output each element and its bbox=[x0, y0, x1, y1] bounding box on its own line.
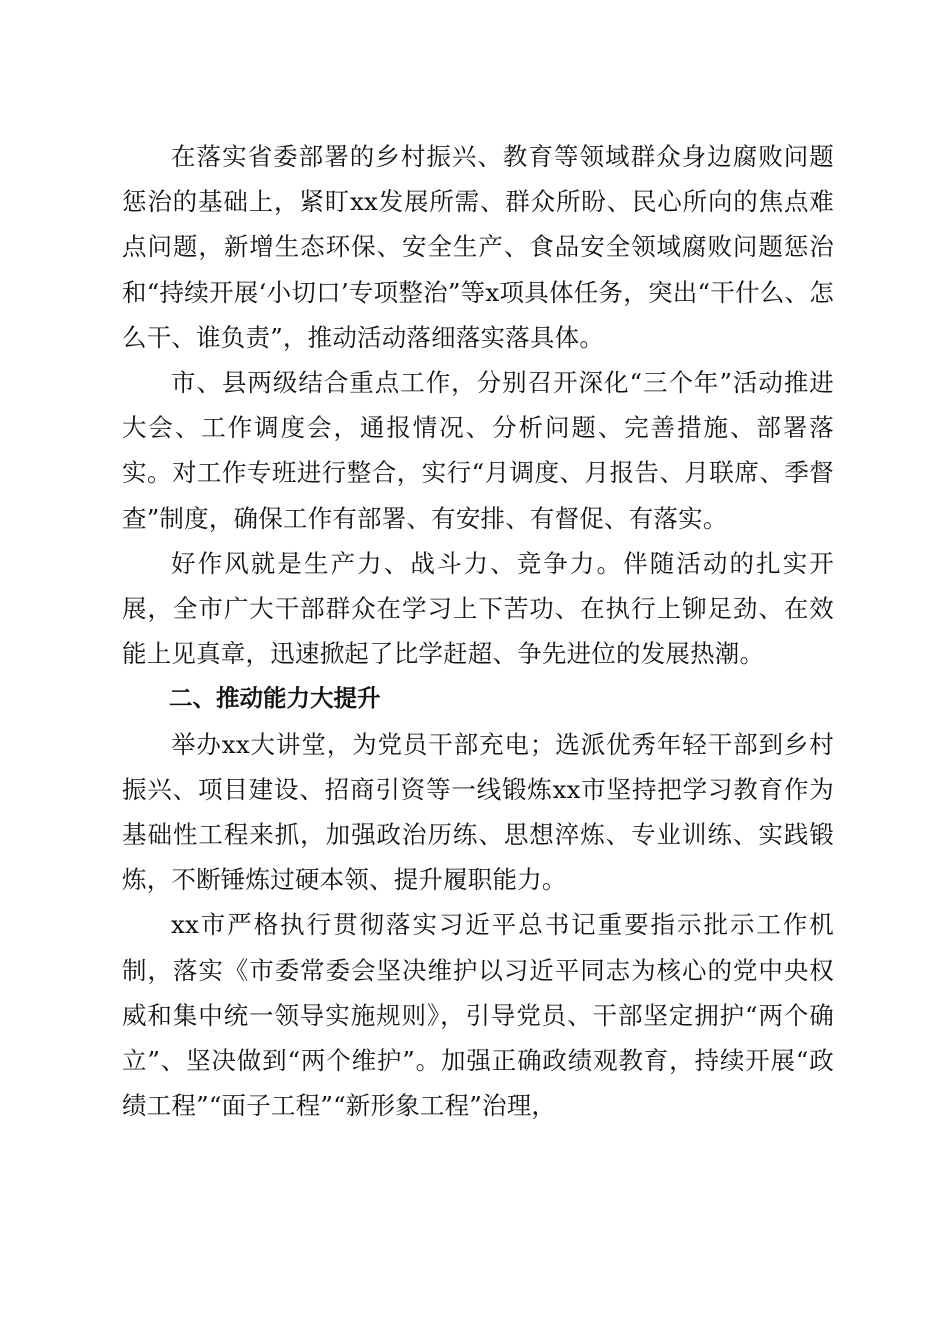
paragraph-training: 举办xx大讲堂，为党员干部充电；选派优秀年轻干部到乡村振兴、项目建设、招商引资等一线锻炼xx市坚持把学习教育作为基础性工程来抓，加强政治历练、思想淬炼、专业训练、实践锻炼，不断锤炼过硬本领、提升履职能力。 bbox=[122, 729, 834, 895]
paragraph-implementation: xx市严格执行贯彻落实习近平总书记重要指示批示工作机制，落实《市委常委会坚决维护以习近平同志为核心的党中央权威和集中统一领导实施规则》，引导党员、干部坚定拥护“两个确立”、坚决做到“两个维护”。加强正确政绩观教育，持续开展“政绩工程”“面子工程”“新形象工程”治理， bbox=[122, 910, 834, 1121]
paragraph-work-style: 好作风就是生产力、战斗力、竞争力。伴随活动的扎实开展，全市广大干部群众在学习上下苦功、在执行上铆足劲、在效能上见真章，迅速掀起了比学赶超、争先进位的发展热潮。 bbox=[122, 548, 834, 669]
paragraph-anti-corruption-tasks: 在落实省委部署的乡村振兴、教育等领域群众身边腐败问题惩治的基础上，紧盯xx发展所需、群众所盼、民心所向的焦点难点问题，新增生态环保、安全生产、食品安全领域腐败问题惩治和“持续开展‘小切口’专项整治”等x项具体任务，突出“干什么、怎么干、谁负责”，推动活动落细落实落具体。 bbox=[122, 142, 834, 352]
section-heading: 二、推动能力大提升 bbox=[169, 684, 381, 713]
document-body bbox=[122, 134, 834, 1128]
paragraph-work-meetings: 市、县两级结合重点工作，分别召开深化“三个年”活动推进大会、工作调度会，通报情况、分析问题、完善措施、部署落实。对工作专班进行整合，实行“月调度、月报告、月联席、季督查”制度，确保工作有部署、有安排、有督促、有落实。 bbox=[122, 368, 834, 533]
